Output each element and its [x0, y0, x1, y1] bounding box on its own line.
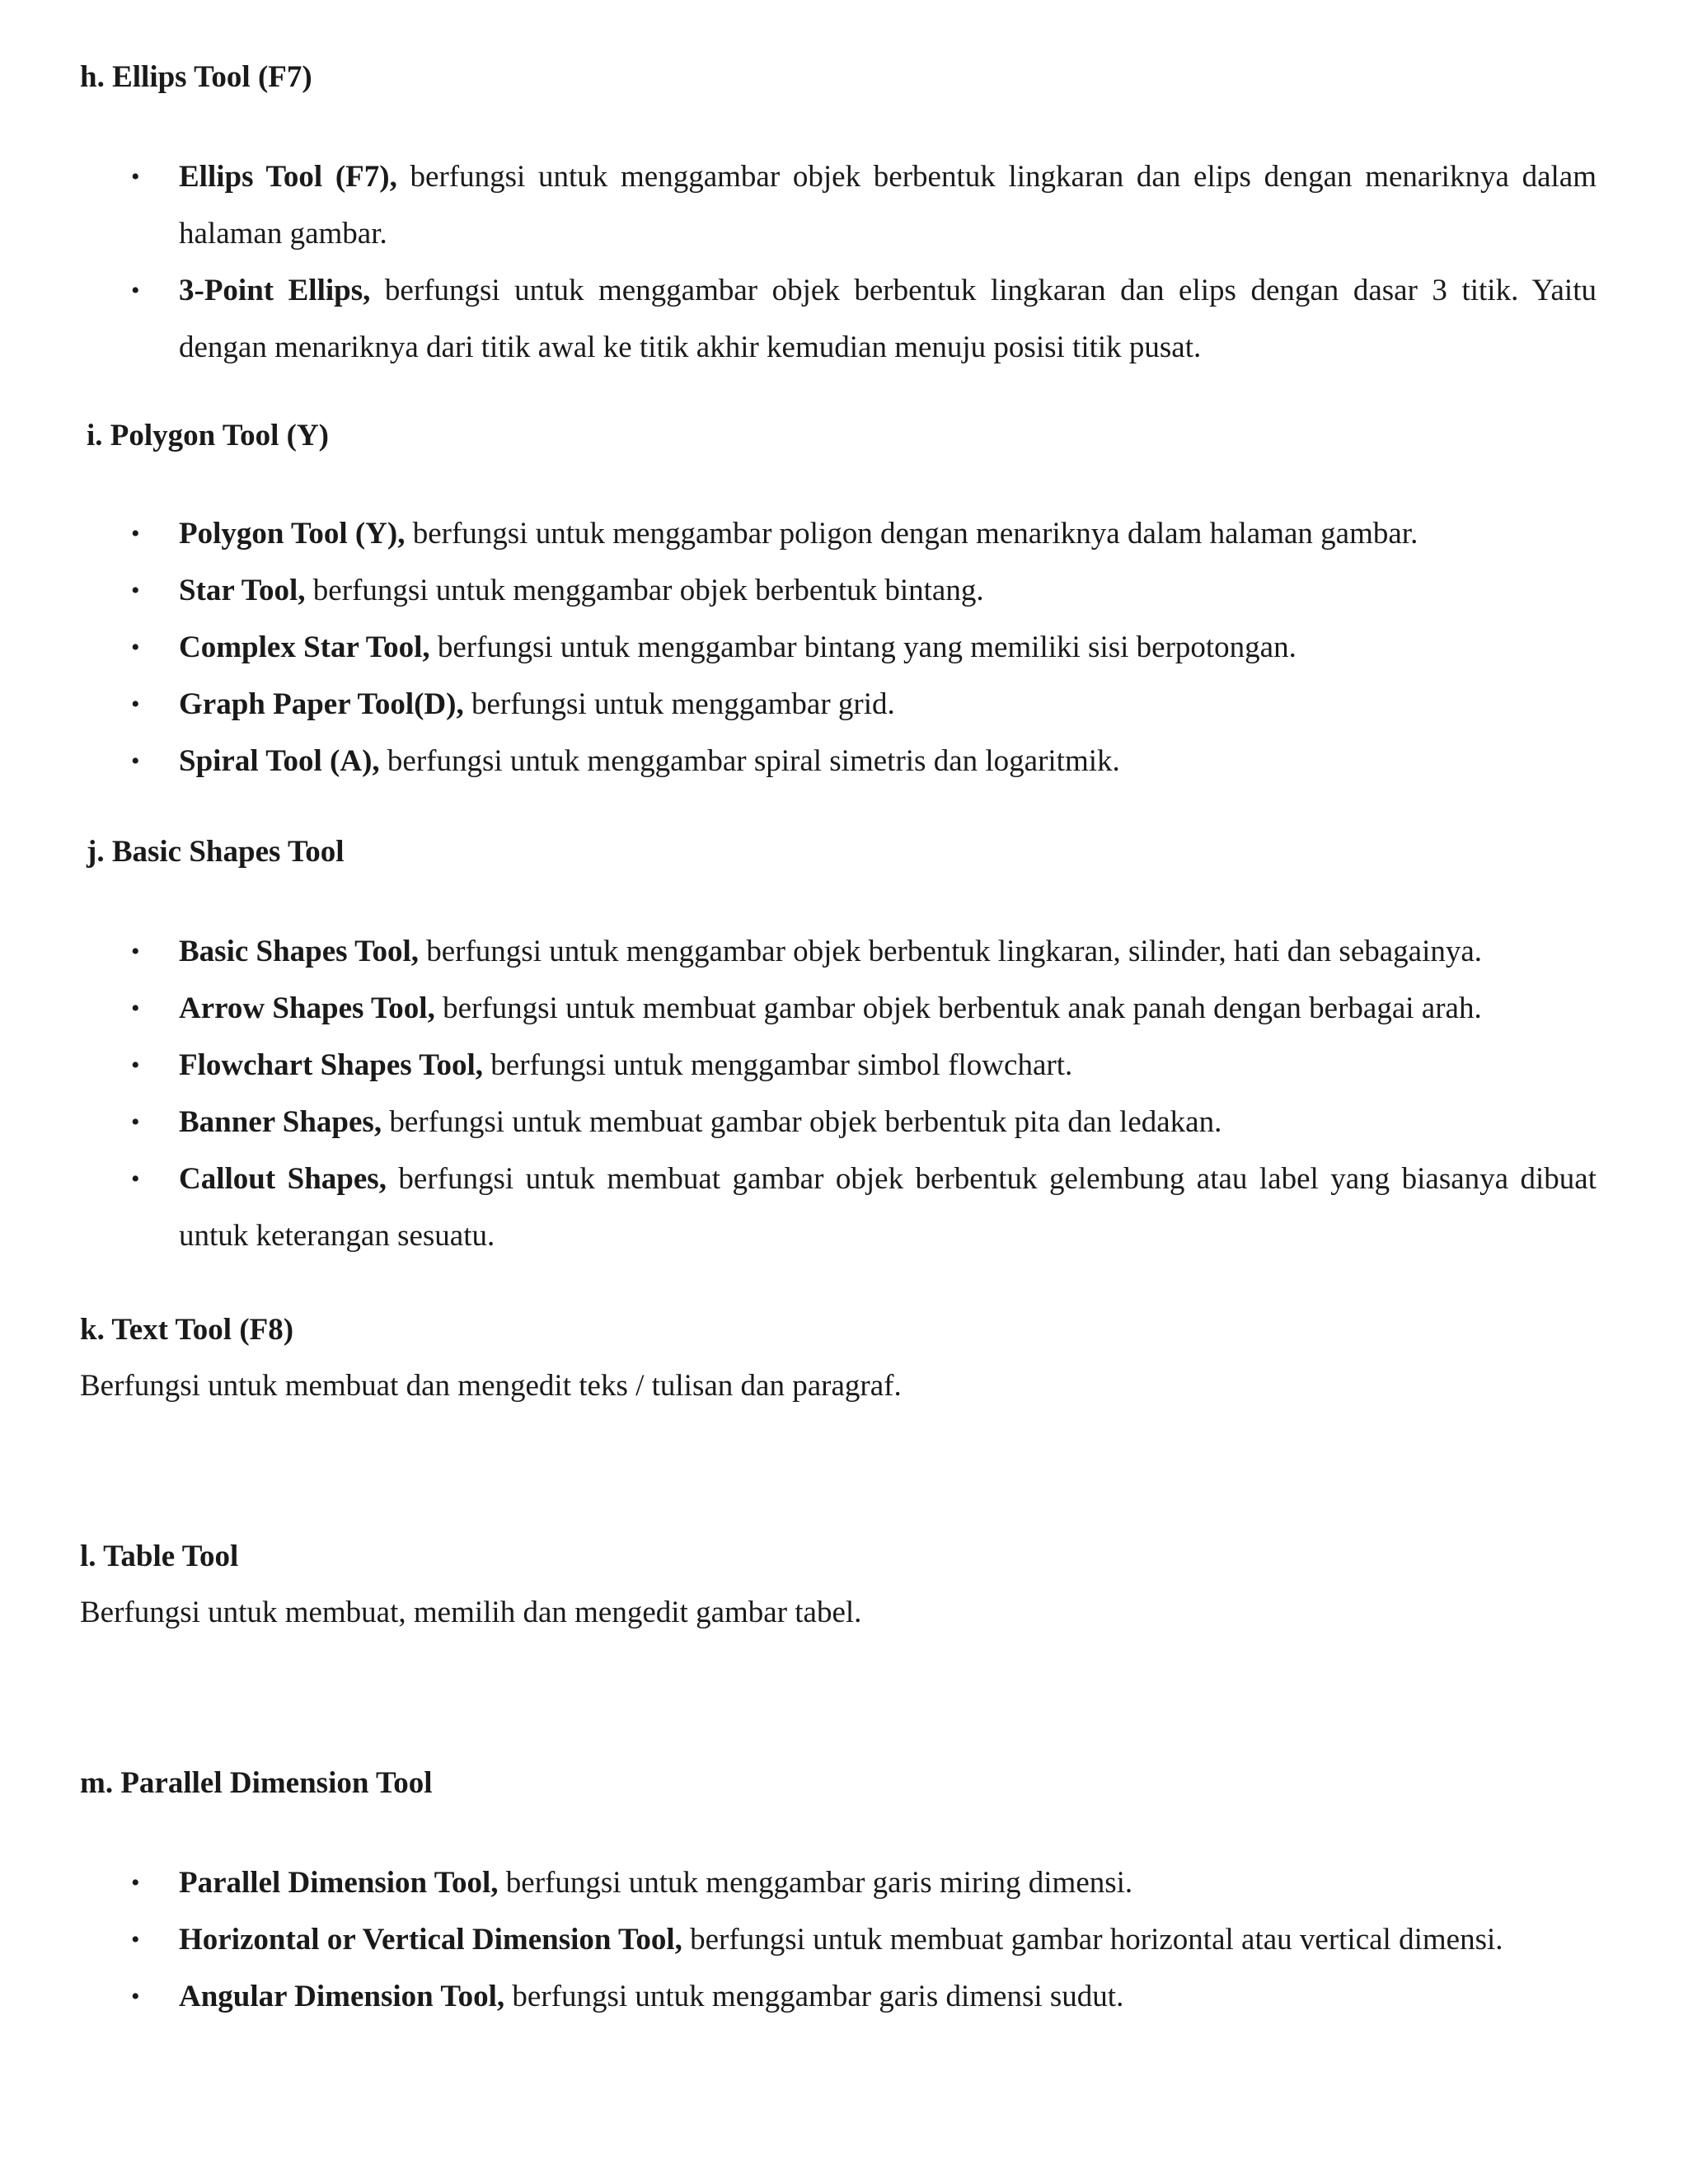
list-item — [131, 562, 1597, 619]
item-description: berfungsi untuk menggambar garis miring dimensi. — [498, 1866, 1133, 1900]
item-description: berfungsi untuk menggambar objek berbentuk bintang. — [305, 574, 984, 607]
bullet-icon: • — [131, 1108, 140, 1136]
section-heading: h. Ellips Tool (F7) — [80, 60, 312, 94]
list-item — [131, 980, 1597, 1037]
section-text-tool — [80, 1310, 1597, 1406]
bullet-icon: • — [131, 748, 140, 775]
item-description: berfungsi untuk menggambar objek berbentuk lingkaran dan elips dengan dasar 3 titik. Yaitu dengan menariknya dari titik awal ke titik akhir kemudian menuju posisi titik pusat. — [179, 274, 1597, 364]
item-term: Graph Paper Tool(D), — [179, 687, 464, 721]
bullet-icon: • — [131, 995, 140, 1022]
bullet-list — [131, 923, 1597, 1264]
section-heading: m. Parallel Dimension Tool — [80, 1766, 433, 1800]
item-term: Spiral Tool (A), — [179, 744, 380, 778]
list-item — [131, 733, 1597, 790]
section-heading: j. Basic Shapes Tool — [87, 835, 345, 869]
list-item — [131, 1151, 1597, 1264]
item-description: berfungsi untuk membuat gambar horizontal atau vertical dimensi. — [682, 1923, 1503, 1957]
bullet-icon: • — [131, 520, 140, 547]
list-item — [131, 1037, 1597, 1094]
item-description: berfungsi untuk menggambar simbol flowchart. — [483, 1048, 1073, 1082]
item-description: berfungsi untuk menggambar objek berbentuk lingkaran, silinder, hati dan sebagainya. — [418, 935, 1483, 968]
item-description: berfungsi untuk menggambar bintang yang memiliki sisi berpotongan. — [429, 630, 1296, 664]
section-text: Berfungsi untuk membuat, memilih dan mengedit gambar tabel. — [80, 1596, 862, 1629]
item-description: berfungsi untuk menggambar spiral simetris dan logaritmik. — [379, 744, 1120, 778]
section-text: Berfungsi untuk membuat dan mengedit teks / tulisan dan paragraf. — [80, 1369, 902, 1403]
item-description: berfungsi untuk menggambar garis dimensi sudut. — [504, 1980, 1124, 2013]
list-item — [131, 619, 1597, 676]
section-polygon-tool — [80, 416, 1597, 456]
section-table-tool — [80, 1537, 1597, 1633]
list-item — [131, 148, 1597, 262]
item-term: Basic Shapes Tool, — [179, 935, 419, 968]
bullet-icon: • — [131, 163, 140, 190]
item-term: Flowchart Shapes Tool, — [179, 1048, 484, 1082]
list-item — [131, 262, 1597, 376]
bullet-icon: • — [131, 938, 140, 965]
list-item — [131, 1911, 1597, 1968]
section-heading: k. Text Tool (F8) — [80, 1313, 294, 1347]
bullet-icon: • — [131, 691, 140, 718]
list-item — [131, 1094, 1597, 1151]
item-term: Ellips Tool (F7), — [179, 160, 397, 194]
bullet-icon: • — [131, 1983, 140, 2010]
item-term: Horizontal or Vertical Dimension Tool, — [179, 1923, 682, 1957]
list-item — [131, 1854, 1597, 1911]
section-ellips-tool — [80, 58, 1597, 97]
section-heading: l. Table Tool — [80, 1540, 239, 1573]
section-basic-shapes-tool — [80, 832, 1597, 872]
item-description: berfungsi untuk membuat gambar objek berbentuk anak panah dengan berbagai arah. — [434, 991, 1482, 1025]
item-description: berfungsi untuk menggambar grid. — [463, 687, 895, 721]
list-item — [131, 505, 1597, 562]
bullet-icon: • — [131, 1052, 140, 1079]
bullet-icon: • — [131, 1165, 140, 1193]
list-item — [131, 1968, 1597, 2025]
item-term: Callout Shapes, — [179, 1162, 387, 1196]
section-heading: i. Polygon Tool (Y) — [87, 419, 329, 452]
item-term: Angular Dimension Tool, — [179, 1980, 505, 2013]
item-term: Banner Shapes, — [179, 1105, 382, 1139]
bullet-list — [131, 148, 1597, 376]
item-description: berfungsi untuk menggambar objek berbentuk lingkaran dan elips dengan menariknya dalam halaman gambar. — [179, 160, 1597, 251]
item-term: Polygon Tool (Y), — [179, 517, 406, 551]
item-term: 3-Point Ellips, — [179, 274, 371, 307]
item-term: Complex Star Tool, — [179, 630, 430, 664]
list-item — [131, 676, 1597, 733]
item-term: Star Tool, — [179, 574, 306, 607]
bullet-icon: • — [131, 1926, 140, 1953]
section-parallel-dimension-tool — [80, 1764, 1597, 1803]
item-term: Parallel Dimension Tool, — [179, 1866, 499, 1900]
list-item — [131, 923, 1597, 980]
bullet-list — [131, 1854, 1597, 2025]
item-description: berfungsi untuk menggambar poligon dengan menariknya dalam halaman gambar. — [405, 517, 1418, 551]
item-description: berfungsi untuk membuat gambar objek berbentuk pita dan ledakan. — [382, 1105, 1222, 1139]
bullet-icon: • — [131, 577, 140, 604]
bullet-icon: • — [131, 634, 140, 661]
bullet-icon: • — [131, 1869, 140, 1896]
bullet-list — [131, 505, 1597, 790]
bullet-icon: • — [131, 277, 140, 304]
item-description: berfungsi untuk membuat gambar objek berbentuk gelembung atau label yang biasanya dibuat untuk keterangan sesuatu. — [179, 1162, 1597, 1253]
item-term: Arrow Shapes Tool, — [179, 991, 435, 1025]
